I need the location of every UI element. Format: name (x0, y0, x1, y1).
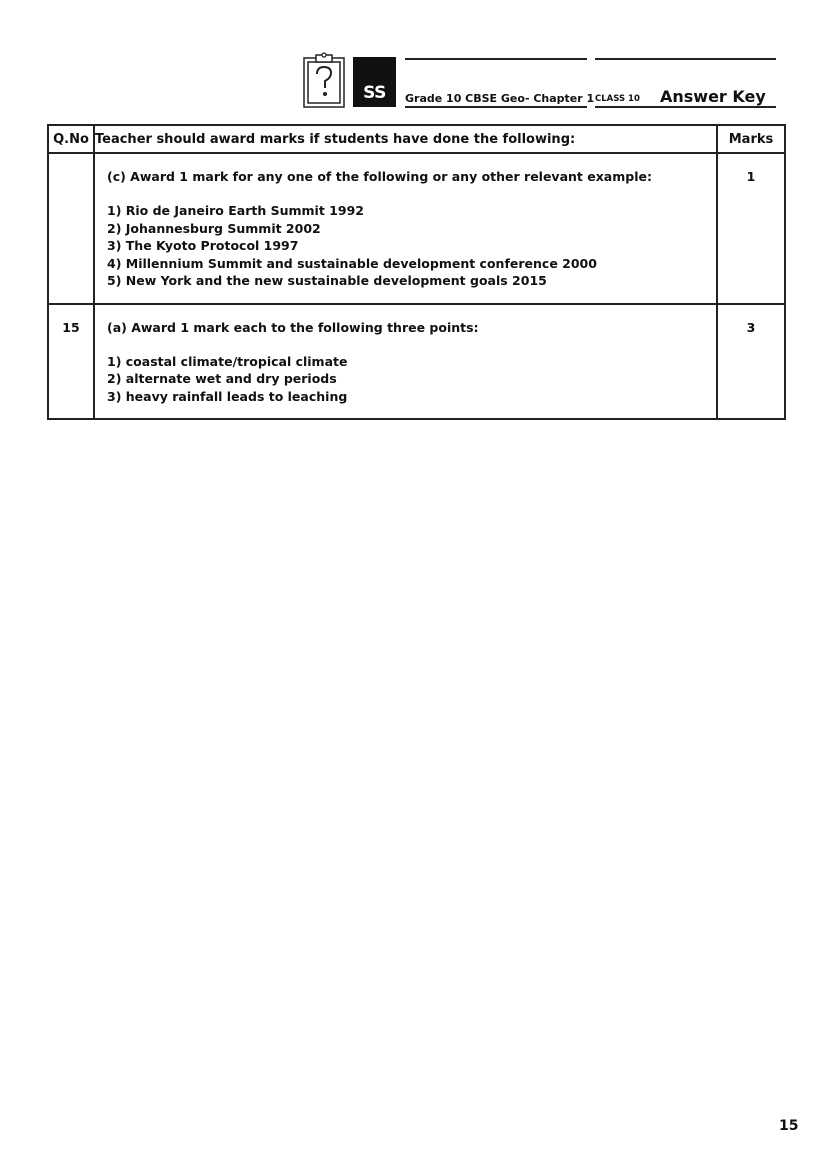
list-item: 2) alternate wet and dry periods (107, 371, 337, 386)
list-item: 3) The Kyoto Protocol 1997 (107, 238, 299, 253)
clipboard-question-icon (303, 52, 345, 108)
row-answer (94, 153, 717, 304)
header-rule-bottom-right (595, 106, 776, 108)
grade-title: Grade 10 CBSE Geo- Chapter 1 (405, 92, 595, 105)
header-marks: Marks (717, 125, 785, 153)
table-header-row (48, 125, 785, 153)
list-item: 2) Johannesburg Summit 2002 (107, 220, 321, 236)
list-item: 1) Rio de Janeiro Earth Summit 1992 (107, 203, 364, 218)
class-label: CLASS 10 (595, 94, 640, 104)
list-item: 1) coastal climate/tropical climate (107, 353, 348, 369)
list-item: 4) Millennium Summit and sustainable development conference 2000 (107, 255, 597, 271)
header-rule-top-right (595, 58, 776, 60)
table-row (48, 304, 785, 420)
doc-title: Answer Key (660, 87, 766, 106)
row-marks: 3 (717, 304, 785, 420)
row-answer (94, 304, 717, 420)
subject-code: SS (363, 83, 386, 103)
table-row (48, 153, 785, 304)
list-item: 3) heavy rainfall leads to leaching (107, 388, 348, 404)
row-qno: 15 (48, 304, 94, 420)
header-qno: Q.No (48, 125, 94, 153)
header-rule-top-left (405, 58, 587, 60)
header-rule-bottom-left (405, 106, 587, 108)
row-qno (48, 153, 94, 304)
subject-badge (353, 57, 396, 107)
list-item: 5) New York and the new sustainable development goals 2015 (107, 273, 547, 288)
row-intro: (c) Award 1 mark for any one of the following or any other relevant example: (107, 169, 652, 184)
row-marks: 1 (717, 153, 785, 304)
answer-key-table (47, 124, 786, 420)
page-number: 15 (779, 1118, 799, 1134)
header-instructions: Teacher should award marks if students have done the following: (94, 125, 717, 153)
row-intro: (a) Award 1 mark each to the following three points: (107, 319, 479, 335)
